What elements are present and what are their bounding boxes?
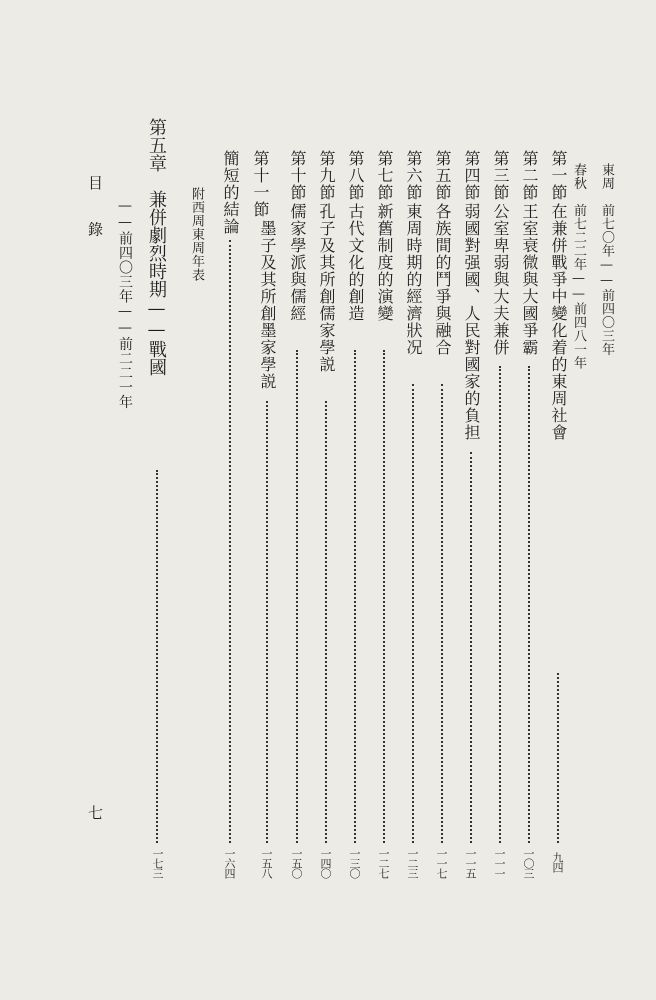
leader-dots [441,384,443,843]
toc-section-label: 第一節 [549,150,568,201]
toc-section-label: 第六節 [404,150,423,201]
chapter-5-title: 第五章 兼併劇烈時期——戰國 [146,118,167,376]
toc-entry-title: 儒家學派與儒經 [288,203,307,322]
toc-section-label: 第三節 [491,150,510,201]
toc-page-number: 一五八 [260,848,273,878]
toc-section-label: 第九節 [317,150,336,201]
running-head-contents: 目 錄 [86,175,104,237]
toc-section-label: 第十節 [288,150,307,201]
toc-entry-title: 東周時期的經濟狀况 [404,203,423,356]
period-chunqiu-line: 春秋 前七二二年——前四八一年 [571,163,586,370]
toc-section-label: 第二節 [520,150,539,201]
toc-page-number: 一二三 [406,848,419,878]
toc-entry-title: 孔子及其所創儒家學説 [317,203,336,373]
folio-page-number: 七 [86,805,104,821]
leader-dots [266,401,268,843]
appendix-chronology: 附西周東周年表 [189,187,204,282]
toc-page-number: 一〇三 [522,848,535,878]
leader-dots [557,673,559,843]
toc-page-number: 一七三 [151,848,164,878]
leader-dots [296,350,298,843]
toc-page-number: 一六四 [223,848,236,878]
toc-page-number: 一一七 [435,848,448,878]
leader-dots [354,350,356,843]
toc-page-number: 一四〇 [319,848,332,878]
toc-entry-title: 墨子及其所創墨家學説 [258,220,277,390]
toc-entry-title: 各族間的鬥爭與融合 [433,203,452,356]
leader-dots [499,366,501,843]
toc-entry-title: 公室卑弱與大夫兼併 [491,203,510,356]
toc-section-label: 第四節 [462,150,481,201]
toc-page-number: 一一一 [493,848,506,878]
leader-dots [383,350,385,843]
toc-section-label: 第十一節 [251,150,270,218]
toc-page-number: 一三〇 [348,848,361,878]
toc-entry-title: 弱國對强國、人民對國家的負担 [462,203,481,441]
toc-entry-title: 新舊制度的演變 [375,203,394,322]
leader-dots [412,384,414,843]
toc-page-number: 九四 [551,852,564,872]
toc-section-label: 第五節 [433,150,452,201]
toc-page-number: 一一五 [464,848,477,878]
toc-entry-title: 簡短的結論 [221,150,240,235]
toc-entry-title: 在兼併戰爭中變化着的東周社會 [549,203,568,441]
leader-dots [156,470,158,843]
toc-section-label: 第七節 [375,150,394,201]
leader-dots [528,366,530,843]
toc-entry-title: 王室衰微與大國爭霸 [520,203,539,356]
leader-dots [325,401,327,843]
toc-page-number: 一二七 [377,848,390,878]
chapter-5-dates: ——前四〇三年——前二二一年 [117,198,133,409]
period-dongzhou-line: 東周 前七〇年——前四〇三年 [599,163,614,356]
leader-dots [229,240,231,843]
toc-entry-title: 古代文化的創造 [346,203,365,322]
leader-dots [470,452,472,843]
toc-page-number: 一五〇 [290,848,303,878]
toc-section-label: 第八節 [346,150,365,201]
